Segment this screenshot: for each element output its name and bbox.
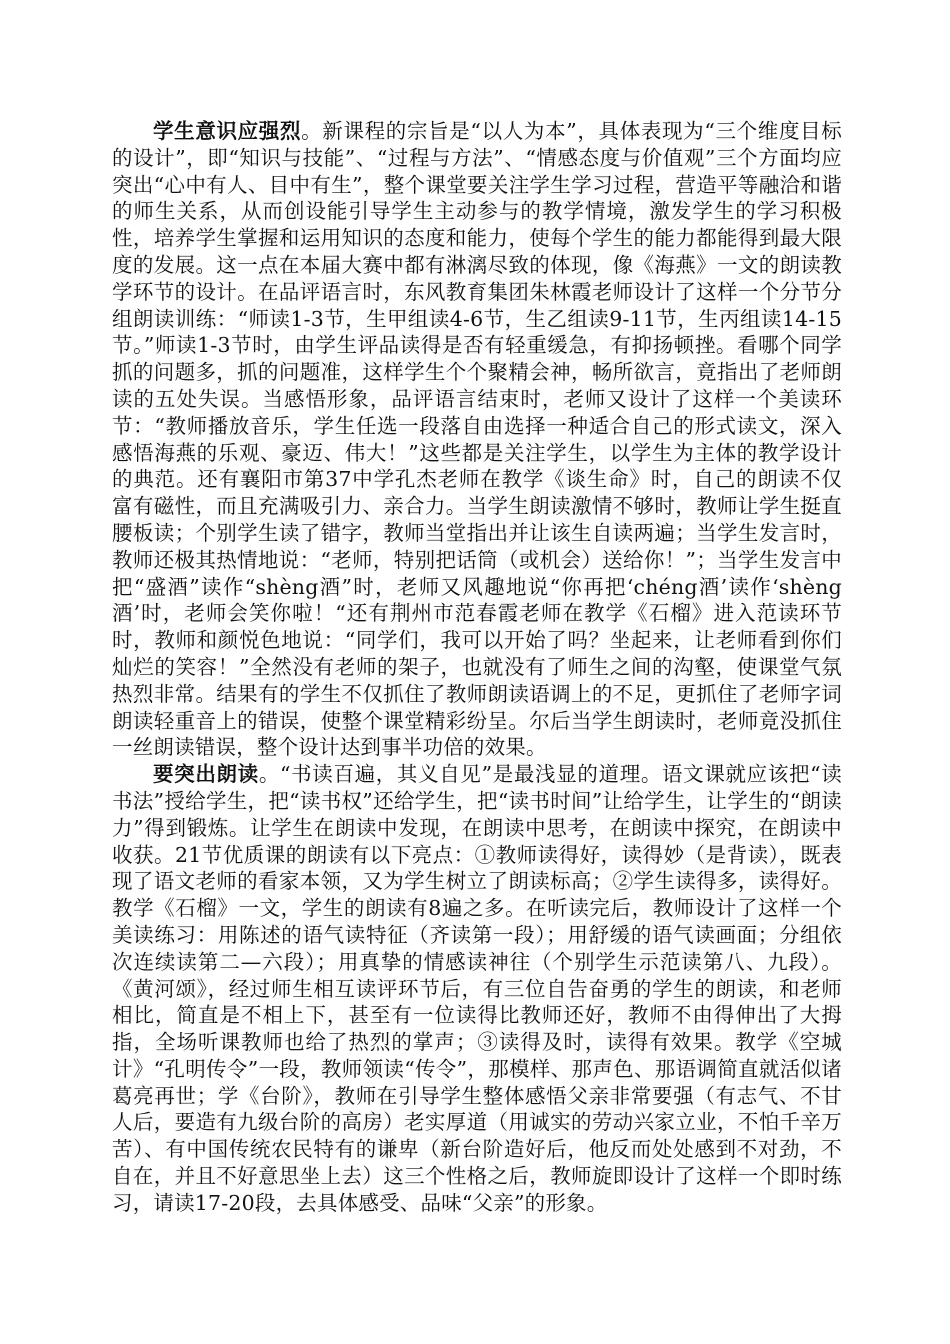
paragraph-reading-aloud bbox=[112, 761, 842, 1217]
paragraph-body: 。新课程的宗旨是“以人为本”，具体表现为“三个维度目标的设计”，即“知识与技能”、“过程与方法”、“情感态度与价值观”三个方面均应突出“心中有人、目中有生”，整个课堂要关注学生学习过程，营造平等融洽和谐的师生关系，从而创设能引导学生主动参与的教学情境，激发学生的学习积极性，培养学生掌握和运用知识的态度和能力，使每个学生的能力都能得到最大限度的发展。这一点在本届大赛中都有淋漓尽致的体现，像《海燕》一文的朗读教学环节的设计。在品评语言时，东风教育集团朱林霞老师设计了这样一个分节分组朗读训练：“师读1-3节，生甲组读4-6节，生乙组读9-11节，生丙组读14-15节。”师读1-3节时，由学生评品读得是否有轻重缓急，有抑扬顿挫。看哪个同学抓的问题多，抓的问题准，这样学生个个聚精会神，畅所欲言，竟指出了老师朗读的五处失误。当感悟形象，品评语言结束时，老师又设计了这样一个美读环节：“教师播放音乐，学生任选一段落自由选择一种适合自己的形式读文，深入感悟海燕的乐观、豪迈、伟大！”这些都是关注学生，以学生为主体的教学设计的典范。还有襄阳市第37中学孔杰老师在教学《谈生命》时，自己的朗读不仅富有磁性，而且充满吸引力、亲合力。当学生朗读激情不够时，教师让学生挺直腰板读；个别学生读了错字，教师当堂指出并让该生自读两遍；当学生发言时，教师还极其热情地说：“老师，特别把话筒（或机会）送给你！”；当学生发言中把“盛酒”读作“shèng酒”时，老师又风趣地说“你再把‘chéng酒’读作‘shèng酒’时，老师会笑你啦！“还有荆州市范春霞老师在教学《石榴》进入范读环节时，教师和颜悦色地说：“同学们，我可以开始了吗？坐起来，让老师看到你们灿烂的笑容！”全然没有老师的架子，也就没有了师生之间的沟壑，使课堂气氛热烈非常。结果有的学生不仅抓住了教师朗读语调上的不足，更抓住了老师字词朗读轻重音上的错误，使整个课堂精彩纷呈。尔后当学生朗读时，老师竟没抓住一丝朗读错误，整个设计达到事半功倍的效果。 bbox=[112, 119, 842, 760]
paragraph-body: 。“书读百遍，其义自见”是最浅显的道理。语文课就应该把“读书法”授给学生，把“读书权”还给学生，把“读书时间”让给学生，让学生的“朗读力”得到锻炼。让学生在朗读中发现，在朗读中思考，在朗读中探究，在朗读中收获。21节优质课的朗读有以下亮点：①教师读得好，读得妙（是背读），既表现了语文老师的看家本领，又为学生树立了朗读标高；②学生读得多，读得好。教学《石榴》一文，学生的朗读有8遍之多。在听读完后，教师设计了这样一个美读练习：用陈述的语气读特征（齐读第一段）；用舒缓的语气读画面；分组依次连续读第二—六段）；用真挚的情感读神往（个别学生示范读第八、九段）。《黄河颂》，经过师生相互读评环节后，有三位自告奋勇的学生的朗读，和老师相比，简直是不相上下，甚至有一位读得比教师还好，教师不由得伸出了大拇指，全场听课教师也给了热烈的掌声；③读得及时，读得有效果。教学《空城计》“孔明传令”一段，教师领读“传令”，那模样、那声色、那语调简直就活似诸葛亮再世；学《台阶》，教师在引导学生整体感悟父亲非常要强（有志气、不甘人后，要造有九级台阶的高房）老实厚道（用诚实的劳动兴家立业，不怕千辛万苦）、有中国传统农民特有的谦卑（新台阶造好后，他反而处处感到不对劲，不自在，并且不好意思坐上去）这三个性格之后，教师旋即设计了这样一个即时练习，请读17-20段，去具体感受、品味“父亲”的形象。 bbox=[112, 762, 842, 1215]
paragraph-student-awareness bbox=[112, 118, 842, 761]
paragraph-lead-heading: 要突出朗读 bbox=[153, 762, 259, 787]
document-page bbox=[112, 118, 842, 1217]
paragraph-lead-heading: 学生意识应强烈 bbox=[153, 119, 302, 143]
